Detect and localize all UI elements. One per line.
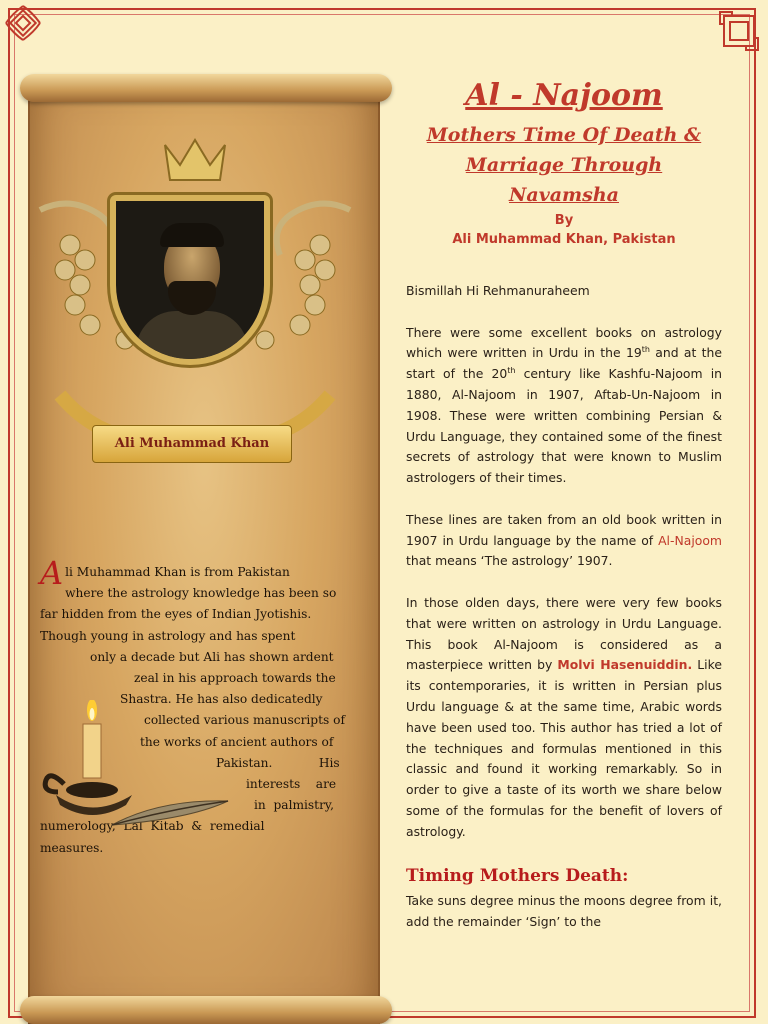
portrait-beard [168, 281, 216, 315]
byline-label: By [554, 213, 574, 228]
paragraph: Take suns degree minus the moons degree from it, add the remainder ‘Sign’ to the [406, 893, 722, 930]
superscript: th [507, 366, 516, 376]
bio-line: far hidden from the eyes of Indian Jyotishis. [40, 607, 312, 622]
paragraph-text: In those olden days, there were very few books that were written on astrology in Urdu Language. This book Al-Najoom is considered as a masterpiece written by [406, 594, 722, 673]
article-body [406, 281, 722, 954]
bio-line: Though young in astrology and has spent [40, 628, 296, 643]
paragraph: Bismillah Hi Rehmanuraheem [406, 283, 590, 298]
endless-knot-icon [718, 10, 760, 52]
scroll-roll-top [20, 74, 392, 102]
portrait-hair [160, 223, 224, 247]
portrait-body [136, 311, 248, 365]
scroll-roll-bottom [20, 996, 392, 1024]
bio-line: li Muhammad Khan is from Pakistan [65, 565, 290, 579]
paragraph-text: that means ‘The astrology’ 1907. [406, 553, 613, 569]
section-heading: Timing Mothers Death: [406, 866, 629, 887]
bio-line: only a decade but Ali has shown ardent [90, 649, 334, 664]
bio-line: measures. [40, 840, 104, 855]
author-portrait [110, 195, 270, 365]
name-banner: Ali Muhammad Khan [92, 425, 292, 463]
crown-icon [165, 140, 225, 180]
paragraph-text: Like its contemporaries, it is written in Persian plus Urdu language & at the same time, Arabic words have been used too. This author has tried a lot of the techniques and formulas mentioned in this classic and found it working remarkably. So in order to give a taste of its worth we share below some of the formulas for the benefit of lovers of astrology. [406, 657, 722, 839]
bio-line: where the astrology knowledge has been so [65, 586, 337, 601]
bio-dropcap: A [40, 554, 64, 592]
paragraph-text: and at the start of the 20 [406, 345, 722, 382]
bio-line: in palmistry, [254, 798, 335, 813]
book-name-highlight: Al-Najoom [658, 532, 722, 548]
paragraph [406, 323, 722, 489]
paragraph-text: These lines are taken from an old book written in 1907 in Urdu language by the name of [406, 511, 722, 548]
bio-line: Pakistan. His [216, 755, 340, 770]
subtitle-line: Navamsha [509, 184, 619, 206]
author-highlight: Molvi Hasenuiddin. [557, 657, 693, 673]
subtitle-line: Mothers Time Of Death & [426, 124, 702, 146]
bio-line: zeal in his approach towards the [134, 671, 336, 686]
endless-knot-icon [2, 2, 44, 44]
paragraph-text: There were some excellent books on astrology which were written in Urdu in the 19 [406, 324, 722, 361]
page-subtitle [405, 120, 723, 210]
paragraph-text: century like Kashfu-Najoom in 1880, Al-Najoom in 1907, Aftab-Un-Najoom in 1908. These were written combining Persian & Urdu Language, they contained some of the finest secrets of astrology that were known to Muslim astrologers of their times. [406, 366, 722, 486]
bio-line: Shastra. He has also dedicatedly [120, 692, 323, 707]
subtitle-line: Marriage Through [465, 154, 663, 176]
bio-line: interests are [246, 777, 337, 792]
paragraph [406, 510, 722, 572]
bio-line: numerology, Lal Kitab & remedial [40, 819, 265, 834]
superscript: th [641, 345, 650, 355]
bio-line: the works of ancient authors of [140, 734, 334, 749]
author-name: Ali Muhammad Khan, Pakistan [452, 232, 676, 247]
page-title: Al - Najoom [465, 78, 663, 113]
bio-line: collected various manuscripts of [144, 713, 345, 728]
paragraph [406, 593, 722, 843]
quill-feather-icon [110, 795, 230, 831]
header [405, 76, 723, 248]
